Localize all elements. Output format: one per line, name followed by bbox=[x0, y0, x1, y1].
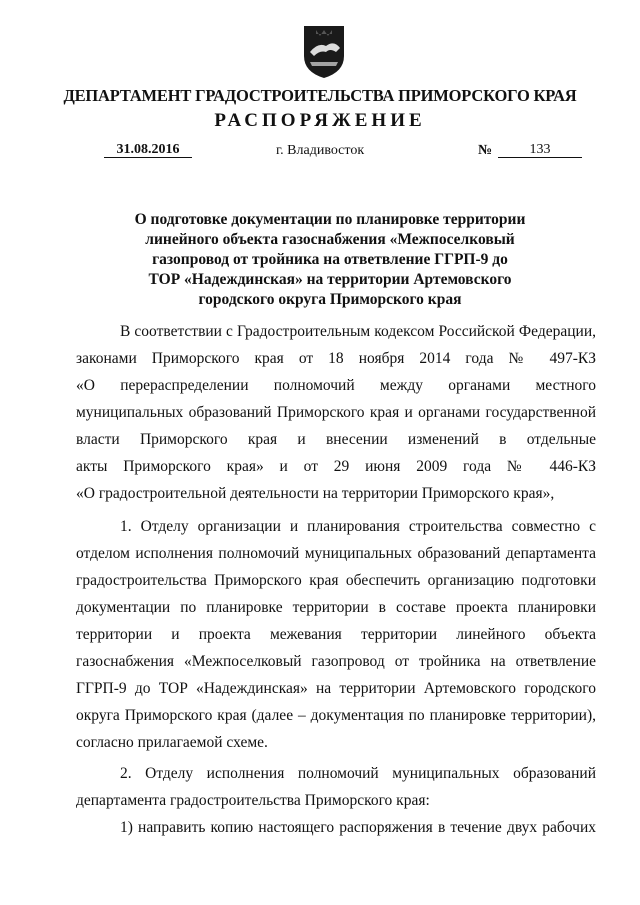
text-line: 1) направить копию настоящего распоряжения в течение двух рабочих bbox=[120, 819, 596, 836]
text-line: В соответствии с Градостроительным кодексом Российской Федерации, bbox=[120, 323, 596, 340]
text-line: 2. Отделу исполнения полномочий муниципальных образований bbox=[120, 765, 596, 782]
text-line: отделом исполнения полномочий муниципальных образований департамента bbox=[76, 545, 596, 562]
text-line: территории и проекта межевания территории линейного объекта bbox=[76, 626, 596, 643]
title-line: ТОР «Надеждинская» на территории Артемовского bbox=[148, 271, 512, 288]
text-line: газоснабжения «Межпоселковый газопровод от тройника на ответвление bbox=[76, 653, 596, 670]
department-name: ДЕПАРТАМЕНТ ГРАДОСТРОИТЕЛЬСТВА ПРИМОРСКОГО КРАЯ bbox=[63, 86, 577, 105]
text-line: власти Приморского края и внесении изменений в отдельные bbox=[76, 431, 596, 448]
title-line: линейного объекта газоснабжения «Межпоселковый bbox=[145, 231, 515, 248]
text-line: муниципальных образований Приморского края и органами государственной bbox=[76, 404, 596, 421]
text-line: законами Приморского края от 18 ноября 2014 года № 497-КЗ bbox=[76, 350, 596, 367]
title-line: газопровод от тройника на ответвление ГГРП-9 до bbox=[152, 251, 508, 268]
text-line: ГГРП-9 до ТОР «Надеждинская» на территории Артемовского городского bbox=[76, 680, 596, 697]
text-line: согласно прилагаемой схеме. bbox=[76, 734, 268, 751]
item-2-paragraph bbox=[76, 760, 596, 814]
text-line: акты Приморского края» и от 29 июня 2009 года № 446-КЗ bbox=[76, 458, 596, 475]
item-1-paragraph bbox=[76, 513, 596, 756]
text-line: 1. Отделу организации и планирования строительства совместно с bbox=[120, 518, 596, 535]
number-label: № bbox=[478, 143, 493, 158]
document-city: г. Владивосток bbox=[276, 143, 365, 158]
title-line: О подготовке документации по планировке территории bbox=[134, 211, 526, 228]
coat-of-arms-emblem bbox=[296, 22, 352, 80]
document-type: РАСПОРЯЖЕНИЕ bbox=[214, 110, 426, 131]
preamble-paragraph bbox=[76, 318, 596, 507]
text-line: «О перераспределении полномочий между органами местного bbox=[76, 377, 596, 394]
document-number: 133 bbox=[498, 143, 582, 158]
item-2-1-paragraph bbox=[76, 814, 596, 841]
text-line: «О градостроительной деятельности на территории Приморского края», bbox=[76, 485, 555, 502]
text-line: документации по планировке территории в составе проекта планировки bbox=[76, 599, 596, 616]
title-line: городского округа Приморского края bbox=[198, 291, 462, 308]
text-line: округа Приморского края (далее – документация по планировке территории), bbox=[76, 707, 596, 724]
document-date: 31.08.2016 bbox=[104, 143, 192, 158]
text-line: градостроительства Приморского края обеспечить организацию подготовки bbox=[76, 572, 596, 589]
text-line: департамента градостроительства Приморского края: bbox=[76, 792, 430, 809]
document-title bbox=[120, 210, 540, 310]
